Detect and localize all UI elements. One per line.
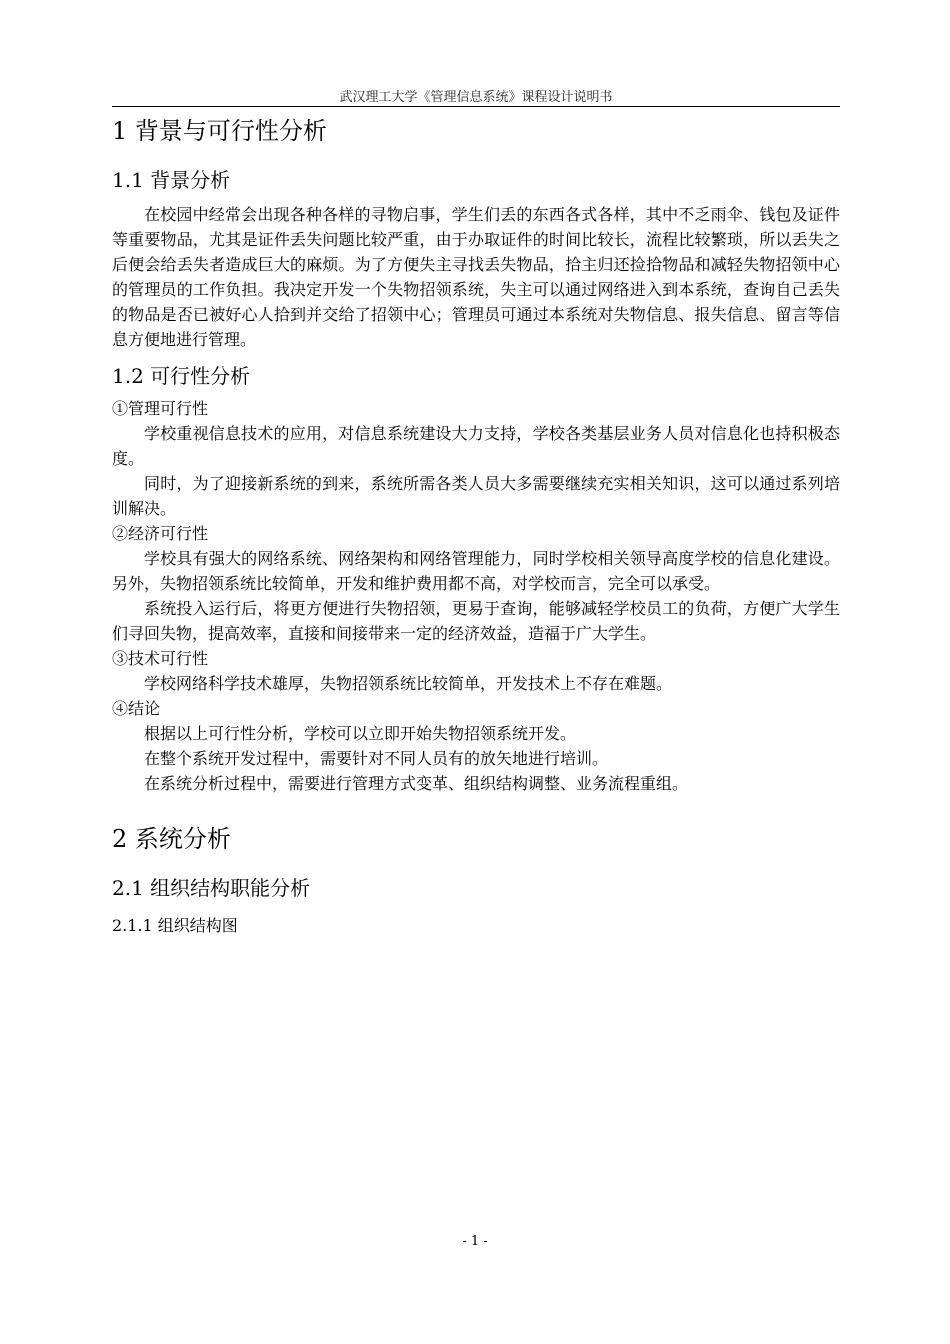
conclusion-paragraph-1: 根据以上可行性分析，学校可以立即开始失物招领系统开发。 (144, 724, 577, 743)
section-2-heading: 2 系统分析 (112, 825, 231, 853)
conclusion-paragraph-3: 在系统分析过程中，需要进行管理方式变革、组织结构调整、业务流程重组。 (144, 774, 689, 793)
background-paragraph: 在校园中经常会出现各种各样的寻物启事，学生们丢的东西各式各样，其中不乏雨伞、钱包及证件等重要物品，尤其是证件丢失问题比较严重，由于办取证件的时间比较长，流程比较繁琐，所以丢失之后便会给丢失者造成巨大的麻烦。为了方便失主寻找丢失物品，拾主归还捡拾物品和减轻失物招领中心的管理员的工作负担。我决定开发一个失物招领系统，失主可以通过网络进入到本系统，查询自己丢失的物品是否已被好心人拾到并交给了招领中心；管理员可通过本系统对失物信息、报失信息、留言等信息方便地进行管理。 (112, 205, 840, 349)
header-divider (112, 106, 840, 107)
conclusion-paragraph-2: 在整个系统开发过程中，需要针对不同人员有的放矢地进行培训。 (144, 749, 609, 768)
page-number: - 1 - (462, 1234, 488, 1249)
management-paragraph-1: 学校重视信息技术的应用，对信息系统建设大力支持，学校各类基层业务人员对信息化也持积极态度。 (112, 424, 840, 468)
economic-feasibility-label: ②经济可行性 (112, 524, 209, 543)
technical-feasibility-label: ③技术可行性 (112, 649, 209, 668)
section-1-heading: 1 背景与可行性分析 (112, 117, 327, 145)
management-paragraph-2: 同时，为了迎接新系统的到来，系统所需各类人员大多需要继续充实相关知识，这可以通过系列培训解决。 (112, 474, 840, 518)
conclusion-label: ④结论 (112, 699, 161, 718)
economic-paragraph-1: 学校具有强大的网络系统、网络架构和网络管理能力，同时学校相关领导高度学校的信息化建设。另外，失物招领系统比较简单，开发和维护费用都不高，对学校而言，完全可以承受。 (112, 549, 840, 593)
technical-paragraph: 学校网络科学技术雄厚，失物招领系统比较简单，开发技术上不存在难题。 (144, 674, 673, 693)
section-1-2-heading: 1.2 可行性分析 (112, 364, 251, 388)
section-1-1-heading: 1.1 背景分析 (112, 168, 231, 192)
management-feasibility-label: ①管理可行性 (112, 399, 209, 418)
page-header: 武汉理工大学《管理信息系统》课程设计说明书 (339, 90, 613, 105)
economic-paragraph-2: 系统投入运行后，将更方便进行失物招领，更易于查询，能够减轻学校员工的负荷，方便广大学生们寻回失物，提高效率，直接和间接带来一定的经济效益，造福于广大学生。 (112, 599, 840, 643)
section-2-1-heading: 2.1 组织结构职能分析 (112, 876, 311, 900)
section-2-1-1-heading: 2.1.1 组织结构图 (112, 916, 238, 935)
page-content (112, 112, 840, 940)
